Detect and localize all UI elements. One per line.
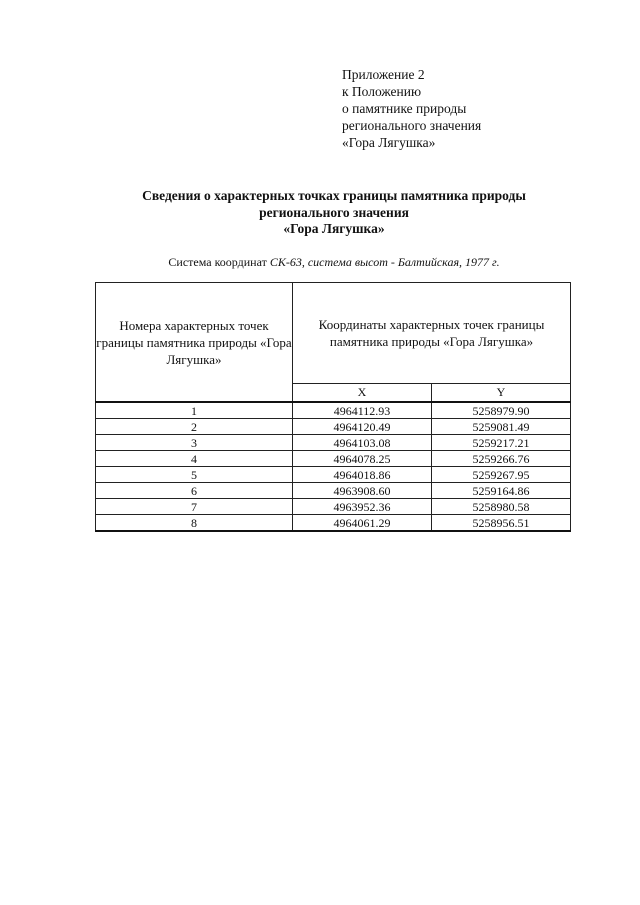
- x-coordinate-cell: 4964120.49: [293, 419, 432, 435]
- title-line: «Гора Лягушка»: [283, 221, 385, 236]
- annex-line: Приложение 2: [342, 67, 425, 82]
- x-coordinate-cell: 4963908.60: [293, 483, 432, 499]
- point-number-cell: 5: [96, 467, 293, 483]
- y-coordinate-cell: 5259217.21: [432, 435, 571, 451]
- point-number-cell: 6: [96, 483, 293, 499]
- coordinate-system-prefix: Система координат: [168, 255, 267, 269]
- y-coordinate-cell: 5258980.58: [432, 499, 571, 515]
- point-number-cell: 1: [96, 402, 293, 419]
- x-coordinate-cell: 4964112.93: [293, 402, 432, 419]
- column-header-x: X: [293, 384, 432, 403]
- table-row: [96, 499, 571, 515]
- column-header-point-number: Номера характерных точек границы памятника природы «Гора Лягушка»: [96, 283, 293, 403]
- annex-line: к Положению: [342, 84, 422, 99]
- y-coordinate-cell: 5259164.86: [432, 483, 571, 499]
- title-line: Сведения о характерных точках границы памятника природы: [142, 188, 526, 203]
- column-header-coordinates: Координаты характерных точек границы памятника природы «Гора Лягушка»: [293, 283, 571, 384]
- table-row: [96, 483, 571, 499]
- document-title: [60, 188, 608, 238]
- table-row: [96, 435, 571, 451]
- annex-reference: [342, 66, 481, 151]
- point-number-cell: 8: [96, 515, 293, 532]
- annex-line: «Гора Лягушка»: [342, 135, 436, 150]
- point-number-cell: 4: [96, 451, 293, 467]
- annex-line: о памятнике природы: [342, 101, 467, 116]
- point-number-cell: 2: [96, 419, 293, 435]
- coordinates-table: [95, 282, 571, 532]
- title-line: регионального значения: [259, 204, 409, 220]
- coordinate-system-note: [60, 255, 608, 270]
- table-row: [96, 451, 571, 467]
- table-row: [96, 467, 571, 483]
- x-coordinate-cell: 4964061.29: [293, 515, 432, 532]
- x-coordinate-cell: 4964103.08: [293, 435, 432, 451]
- x-coordinate-cell: 4964078.25: [293, 451, 432, 467]
- coordinate-system-name: СК-63, система высот - Балтийская, 1977 г.: [269, 255, 500, 269]
- point-number-cell: 7: [96, 499, 293, 515]
- annex-line: регионального значения: [342, 118, 482, 133]
- table-row: [96, 402, 571, 419]
- y-coordinate-cell: 5259266.76: [432, 451, 571, 467]
- y-coordinate-cell: 5259267.95: [432, 467, 571, 483]
- y-coordinate-cell: 5258979.90: [432, 402, 571, 419]
- table-row: [96, 515, 571, 532]
- x-coordinate-cell: 4964018.86: [293, 467, 432, 483]
- table-row: [96, 419, 571, 435]
- column-header-y: Y: [432, 384, 571, 403]
- y-coordinate-cell: 5258956.51: [432, 515, 571, 532]
- y-coordinate-cell: 5259081.49: [432, 419, 571, 435]
- x-coordinate-cell: 4963952.36: [293, 499, 432, 515]
- point-number-cell: 3: [96, 435, 293, 451]
